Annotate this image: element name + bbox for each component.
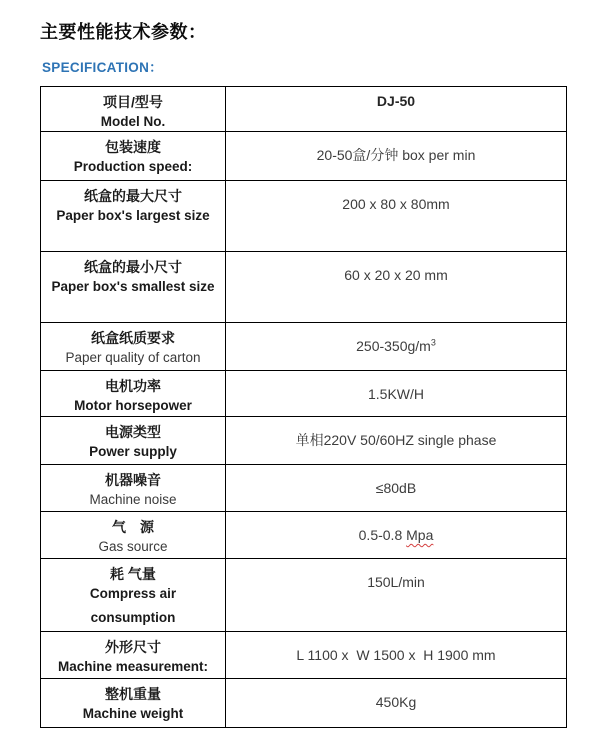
table-row-machine-noise (41, 465, 566, 512)
spec-label-cell (41, 632, 226, 678)
spellcheck-underlined-text: Mpa (406, 527, 434, 543)
spec-label-en: Paper box's largest size (56, 208, 210, 223)
spec-value-cell (226, 465, 566, 511)
spec-value-cell (226, 323, 566, 370)
table-row-machine-weight (41, 679, 566, 727)
spec-label-zh: 包装速度 (105, 139, 161, 155)
spec-value: 60 x 20 x 20 mm (344, 267, 448, 283)
spec-value-cell (226, 252, 566, 322)
spec-value-cell (226, 679, 566, 727)
table-row-air-consumption (41, 559, 566, 632)
spec-label-cell (41, 132, 226, 180)
spec-label-zh: 项目/型号 (103, 94, 163, 110)
spec-value: 单相220V 50/60HZ single phase (295, 432, 497, 448)
spec-label-en: Gas source (98, 539, 168, 554)
spec-value: L 1100 x W 1500 x H 1900 mm (296, 647, 496, 663)
page-title: 主要性能技术参数： (40, 22, 207, 42)
spec-label-zh: 气 源 (112, 519, 154, 535)
spec-value: 150L/min (367, 574, 425, 590)
spec-label-en: Paper box's smallest size (51, 279, 215, 294)
spec-label-en: Machine measurement: (57, 659, 209, 674)
table-row-gas-source (41, 512, 566, 559)
spec-label-cell (41, 252, 226, 322)
spec-value-cell (226, 632, 566, 678)
specification-heading: SPECIFICATION： (42, 60, 163, 75)
spec-label-cell (41, 679, 226, 727)
spec-value: ≤80dB (375, 480, 417, 496)
spec-label-cell (41, 371, 226, 416)
spec-value-cell (226, 417, 566, 464)
spec-label-en: Motor horsepower (74, 398, 192, 413)
spec-label-en: Machine noise (89, 492, 177, 507)
spec-value (226, 337, 566, 355)
spec-label-en: Machine weight (82, 706, 184, 721)
spec-value-cell (226, 559, 566, 631)
table-row-motor-horsepower (41, 371, 566, 417)
table-row-power-supply (41, 417, 566, 465)
spec-value: 20-50盒/分钟 box per min (316, 147, 476, 163)
table-row-largest-size (41, 181, 566, 252)
spec-value-cell (226, 132, 566, 180)
spec-label-zh: 纸盒的最大尺寸 (84, 188, 182, 204)
spec-label-cell (41, 559, 226, 631)
table-row-model-no (41, 87, 566, 132)
spec-label-zh: 耗 气量 (110, 566, 156, 582)
spec-label-cell (41, 417, 226, 464)
spec-value-text: 0.5-0.8 (358, 527, 407, 543)
spec-label-en: Power supply (89, 444, 177, 459)
spec-label-zh: 外形尺寸 (105, 639, 161, 655)
spec-label-zh: 整机重量 (105, 686, 161, 702)
spec-value: DJ-50 (376, 93, 416, 109)
spec-value-cell (226, 371, 566, 416)
spec-value (226, 526, 566, 544)
spec-value: 450Kg (375, 694, 417, 710)
spec-value-text: 250-350g/m (356, 338, 431, 354)
spec-label-en: Production speed: (73, 159, 193, 174)
table-row-production-speed (41, 132, 566, 181)
spec-value-cell (226, 87, 566, 131)
spec-label-zh: 电源类型 (105, 424, 161, 440)
spec-label-en: Compress air (89, 586, 177, 601)
superscript: 3 (430, 337, 436, 348)
spec-label-zh: 电机功率 (105, 378, 161, 394)
spec-value: 200 x 80 x 80mm (342, 196, 450, 212)
spec-value-cell (226, 512, 566, 558)
spec-label-en: Paper quality of carton (65, 350, 201, 365)
spec-label-zh: 纸盒纸质要求 (91, 330, 175, 346)
spec-label-cell (41, 512, 226, 558)
spec-value-cell (226, 181, 566, 251)
spec-label-cell (41, 323, 226, 370)
table-row-smallest-size (41, 252, 566, 323)
spec-label-cell (41, 87, 226, 131)
table-row-machine-measurement (41, 632, 566, 679)
spec-label-en-line2: consumption (90, 610, 176, 625)
spec-label-zh: 机器噪音 (105, 472, 161, 488)
spec-value: 1.5KW/H (367, 386, 424, 402)
spec-label-cell (41, 465, 226, 511)
table-row-paper-quality (41, 323, 566, 371)
spec-label-en: Model No. (100, 114, 166, 129)
specification-table (40, 86, 567, 728)
spec-label-cell (41, 181, 226, 251)
spec-label-zh: 纸盒的最小尺寸 (84, 259, 182, 275)
